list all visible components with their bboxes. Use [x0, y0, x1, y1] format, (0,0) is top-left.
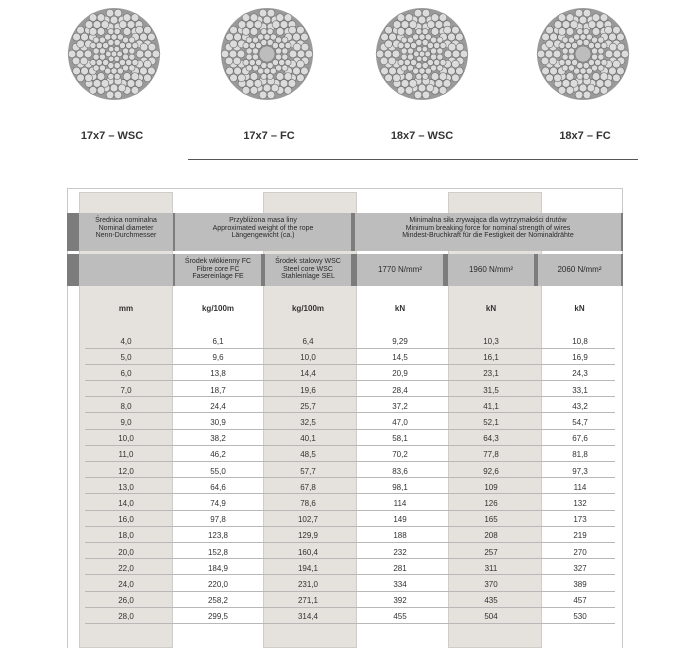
- cell-diameter: 18,0: [118, 531, 134, 541]
- fibre-core: [575, 46, 591, 62]
- cell-force-1770: 14,5: [392, 353, 408, 363]
- cell-force-1770: 20,9: [392, 369, 408, 379]
- cell-force-1770: 70,2: [392, 450, 408, 460]
- cell-force-2060: 270: [573, 547, 587, 557]
- cell-force-1960: 10,3: [483, 337, 499, 346]
- cell-weight-fc: 74,9: [210, 499, 226, 508]
- cell-force-1770: 9,29: [392, 337, 408, 346]
- row-separator: [85, 623, 615, 624]
- cell-weight-wsc: 194,1: [297, 563, 319, 573]
- subheader-1960: 1960 N/mm²: [468, 265, 513, 274]
- cell-force-1770: 455: [393, 612, 407, 622]
- rope-diagram-3: [372, 4, 472, 104]
- cell-force-1770: 149: [393, 515, 407, 525]
- cell-force-1770: 392: [393, 596, 407, 606]
- cell-weight-wsc: 271,1: [297, 596, 319, 606]
- cell-force-2060: 54,7: [572, 418, 588, 427]
- cell-force-1960: 64,3: [483, 434, 499, 444]
- cell-force-1960: 370: [484, 580, 498, 589]
- cell-force-2060: 81,8: [572, 450, 588, 460]
- cell-force-2060: 10,8: [572, 337, 588, 346]
- row-separator: [85, 526, 615, 527]
- cell-diameter: 13,0: [118, 482, 134, 492]
- cell-force-1770: 37,2: [392, 401, 408, 411]
- row-separator: [85, 477, 615, 478]
- rope-diagram-1: [64, 4, 164, 104]
- header-weight: Przybliżona masa liny Approximated weight of the rope Längengewicht (ca.): [212, 217, 314, 239]
- cell-force-2060: 219: [573, 531, 587, 541]
- section-divider: [188, 159, 638, 160]
- rope-label-4: 18x7 – FC: [559, 130, 611, 142]
- cell-weight-wsc: 40,1: [300, 434, 316, 444]
- unit-1770: kN: [394, 304, 406, 313]
- cell-force-1960: 311: [484, 563, 498, 573]
- subheader-fibre: Środek włókienny FC Fibre core FC Fasereinlage FE: [184, 258, 252, 280]
- cell-weight-wsc: 6,4: [302, 337, 314, 346]
- cell-diameter: 22,0: [118, 563, 134, 573]
- cell-weight-fc: 123,8: [207, 531, 229, 541]
- cell-force-2060: 97,3: [572, 466, 588, 476]
- cell-weight-wsc: 314,4: [297, 612, 319, 622]
- cell-force-1770: 98,1: [392, 482, 408, 492]
- cell-force-1960: 257: [484, 547, 498, 557]
- cell-force-1960: 208: [484, 531, 498, 541]
- header-force: Minimalna siła zrywająca dla wytrzymałości drutów Minimum breaking force for nominal strength of wires Mindest-Bruchkraft für die Festigkeit der Nominaldrähte: [402, 217, 574, 239]
- cell-force-1960: 16,1: [483, 353, 499, 363]
- cell-diameter: 6,0: [120, 369, 132, 379]
- cell-force-2060: 457: [573, 596, 587, 606]
- cell-weight-wsc: 67,8: [300, 482, 316, 492]
- cell-force-1770: 334: [393, 580, 407, 589]
- unit-2060: kN: [574, 304, 585, 313]
- cell-force-1960: 504: [484, 612, 498, 622]
- cell-diameter: 26,0: [118, 596, 134, 606]
- cell-force-2060: 67,6: [572, 434, 588, 444]
- row-separator: [85, 493, 615, 494]
- cell-weight-wsc: 231,0: [297, 580, 319, 589]
- cell-diameter: 28,0: [118, 612, 134, 622]
- cell-weight-wsc: 19,6: [300, 385, 316, 395]
- row-separator: [85, 574, 615, 575]
- cell-force-2060: 24,3: [572, 369, 588, 379]
- cell-weight-fc: 258,2: [207, 596, 229, 606]
- row-separator: [85, 380, 615, 381]
- cell-weight-wsc: 78,6: [300, 499, 316, 508]
- cell-force-1960: 165: [484, 515, 498, 525]
- cell-force-2060: 530: [573, 612, 587, 622]
- cell-weight-fc: 9,6: [212, 353, 224, 363]
- cell-force-1770: 188: [393, 531, 407, 541]
- cell-force-1960: 41,1: [483, 401, 499, 411]
- cell-force-1770: 281: [393, 563, 407, 573]
- cell-force-2060: 132: [573, 499, 587, 508]
- cell-weight-fc: 46,2: [210, 450, 226, 460]
- cell-diameter: 9,0: [120, 418, 132, 427]
- cell-force-2060: 43,2: [572, 401, 588, 411]
- rope-label-2: 17x7 – FC: [243, 130, 295, 142]
- cell-weight-fc: 97,8: [210, 515, 226, 525]
- cell-force-1770: 232: [393, 547, 407, 557]
- cell-force-1770: 114: [393, 499, 407, 508]
- rope-diagram-4: [533, 4, 633, 104]
- cell-force-1960: 77,8: [483, 450, 499, 460]
- cell-force-1960: 435: [484, 596, 498, 606]
- subheader-2060: 2060 N/mm²: [557, 265, 602, 274]
- row-separator: [85, 510, 615, 511]
- cell-force-1960: 52,1: [483, 418, 499, 427]
- row-separator: [85, 607, 615, 608]
- cell-force-1960: 126: [484, 499, 498, 508]
- header-diameter: Średnica nominalna Nominal diameter Nenn-Durchmesser: [95, 217, 157, 239]
- cell-diameter: 4,0: [120, 337, 132, 346]
- cell-weight-wsc: 25,7: [300, 401, 316, 411]
- cell-diameter: 8,0: [120, 401, 132, 411]
- cell-weight-wsc: 57,7: [300, 466, 316, 476]
- cell-weight-fc: 55,0: [210, 466, 226, 476]
- subheader-1770: 1770 N/mm²: [377, 265, 422, 274]
- cell-diameter: 16,0: [118, 515, 134, 525]
- cell-diameter: 20,0: [118, 547, 134, 557]
- row-separator: [85, 542, 615, 543]
- cell-weight-fc: 220,0: [207, 580, 229, 589]
- cell-weight-fc: 152,8: [207, 547, 229, 557]
- cell-force-2060: 327: [573, 563, 587, 573]
- cell-force-2060: 33,1: [572, 385, 588, 395]
- row-separator: [85, 591, 615, 592]
- rope-label-1: 17x7 – WSC: [80, 130, 144, 142]
- cell-weight-wsc: 102,7: [297, 515, 319, 525]
- row-separator: [85, 396, 615, 397]
- cell-force-2060: 389: [573, 580, 587, 589]
- cell-diameter: 7,0: [120, 385, 132, 395]
- unit-fibre: kg/100m: [201, 304, 235, 313]
- cell-weight-fc: 13,8: [210, 369, 226, 379]
- row-separator: [85, 461, 615, 462]
- cell-weight-fc: 64,6: [210, 482, 226, 492]
- cell-force-1770: 83,6: [392, 466, 408, 476]
- cell-weight-fc: 38,2: [210, 434, 226, 444]
- cell-diameter: 12,0: [118, 466, 134, 476]
- fibre-core: [259, 46, 275, 62]
- cell-force-1770: 28,4: [392, 385, 408, 395]
- cell-weight-wsc: 48,5: [300, 450, 316, 460]
- unit-1960: kN: [485, 304, 497, 313]
- cell-diameter: 10,0: [118, 434, 134, 444]
- cell-diameter: 5,0: [120, 353, 132, 363]
- row-separator: [85, 364, 615, 365]
- cell-weight-fc: 18,7: [210, 385, 226, 395]
- header-light-sub-diameter: [79, 254, 173, 286]
- cell-diameter: 24,0: [118, 580, 134, 589]
- unit-steel: kg/100m: [291, 304, 325, 313]
- cell-weight-fc: 30,9: [210, 418, 226, 427]
- cell-force-1960: 31,5: [483, 385, 499, 395]
- rope-diagram-2: [217, 4, 317, 104]
- unit-diameter: mm: [118, 304, 134, 313]
- cell-force-2060: 16,9: [572, 353, 588, 363]
- cell-weight-fc: 184,9: [207, 563, 229, 573]
- cell-force-2060: 114: [573, 482, 587, 492]
- cell-weight-wsc: 160,4: [297, 547, 319, 557]
- cell-weight-fc: 24,4: [210, 401, 226, 411]
- cell-weight-wsc: 129,9: [297, 531, 319, 541]
- cell-force-1960: 92,6: [483, 466, 499, 476]
- cell-diameter: 14,0: [118, 499, 134, 508]
- cell-force-1770: 47,0: [392, 418, 408, 427]
- rope-label-3: 18x7 – WSC: [390, 130, 454, 142]
- cell-force-1960: 109: [484, 482, 498, 492]
- cell-force-1960: 23,1: [483, 369, 499, 379]
- row-separator: [85, 558, 615, 559]
- cell-weight-fc: 6,1: [212, 337, 224, 346]
- row-separator: [85, 445, 615, 446]
- subheader-steel: Środek stalowy WSC Steel core WSC Stahleinlage SEL: [275, 258, 341, 280]
- row-separator: [85, 348, 615, 349]
- row-separator: [85, 429, 615, 430]
- cell-weight-wsc: 10,0: [300, 353, 316, 363]
- cell-force-2060: 173: [573, 515, 587, 525]
- row-separator: [85, 412, 615, 413]
- cell-weight-wsc: 32,5: [300, 418, 316, 427]
- cell-diameter: 11,0: [118, 450, 134, 460]
- cell-weight-wsc: 14,4: [300, 369, 316, 379]
- cell-force-1770: 58,1: [392, 434, 408, 444]
- cell-weight-fc: 299,5: [207, 612, 229, 622]
